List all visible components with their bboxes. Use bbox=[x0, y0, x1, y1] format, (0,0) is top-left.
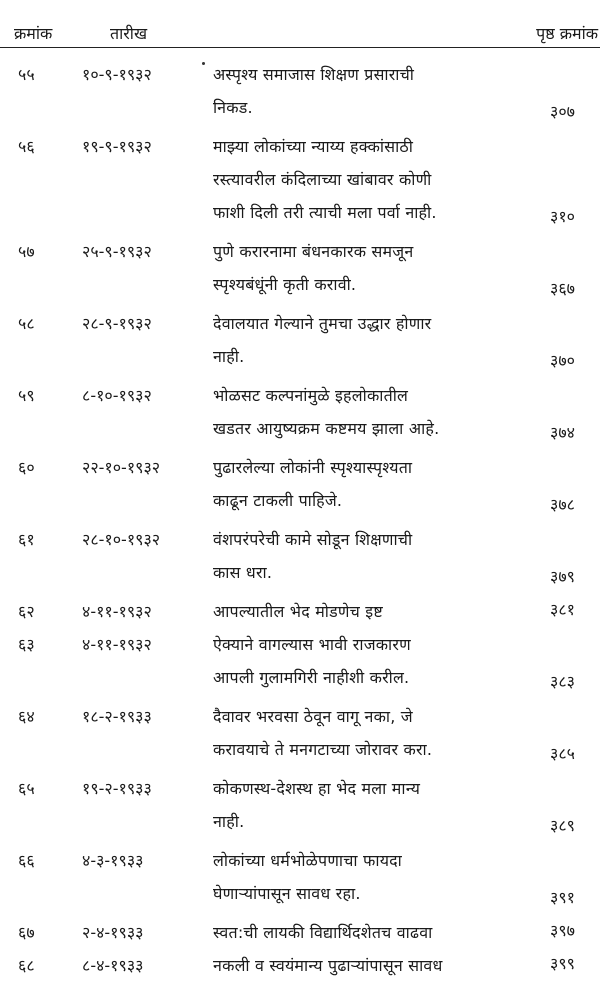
speech-title-line: स्पृश्यबंधूंनी कृती करावी. bbox=[213, 275, 357, 294]
speech-title-line: अस्पृश्य समाजास शिक्षण प्रसाराची bbox=[213, 65, 415, 84]
index-row bbox=[0, 595, 600, 628]
speech-title-line: घेणाऱ्यांपासून सावध रहा. bbox=[213, 884, 361, 903]
speech-title bbox=[213, 916, 543, 949]
speech-title bbox=[213, 844, 543, 910]
page-number: ३७८ bbox=[550, 495, 575, 514]
speech-title-line: आपल्यातील भेद मोडणेच इष्ट bbox=[213, 602, 383, 621]
serial-number: ६७ bbox=[18, 923, 35, 942]
row-date: २८-१०-१९३२ bbox=[82, 530, 161, 549]
serial-number: ५८ bbox=[18, 314, 35, 333]
index-row bbox=[0, 916, 600, 949]
page-number: ३९१ bbox=[550, 888, 575, 907]
row-date: २-४-१९३३ bbox=[82, 923, 144, 942]
speech-title-line: दैवावर भरवसा ठेवून वागू नका, जे bbox=[213, 707, 413, 726]
speech-title-line: ऐक्याने वागल्यास भावी राजकारण bbox=[213, 635, 411, 654]
index-row bbox=[0, 949, 600, 982]
speech-title bbox=[213, 523, 543, 589]
speech-title-line: पुणे करारनामा बंधनकारक समजून bbox=[213, 242, 414, 261]
speech-title-line: पुढारलेल्या लोकांनी स्पृश्यास्पृश्यता bbox=[213, 458, 413, 477]
page-number: ३८३ bbox=[550, 672, 575, 691]
speech-title bbox=[213, 628, 543, 694]
speech-title-line: नाही. bbox=[213, 812, 245, 831]
row-date: २२-१०-१९३२ bbox=[82, 458, 161, 477]
speech-title bbox=[213, 595, 543, 628]
page-number: ३८१ bbox=[550, 600, 575, 619]
row-date: २५-९-१९३२ bbox=[82, 242, 152, 261]
serial-number: ६६ bbox=[18, 851, 35, 870]
speech-title-line: करावयाचे ते मनगटाच्या जोरावर करा. bbox=[213, 740, 433, 759]
table-header bbox=[0, 18, 600, 48]
index-row bbox=[0, 379, 600, 451]
speech-title-line: निकड. bbox=[213, 98, 253, 117]
page-number: ३६७ bbox=[550, 279, 575, 298]
speech-title bbox=[213, 700, 543, 766]
speech-title-line: कास धरा. bbox=[213, 563, 273, 582]
serial-number: ५६ bbox=[18, 137, 35, 156]
row-date: २८-९-१९३२ bbox=[82, 314, 152, 333]
speech-title-line: खडतर आयुष्यक्रम कष्टमय झाला आहे. bbox=[213, 419, 440, 438]
page-number: ३८९ bbox=[550, 816, 575, 835]
speech-title-line: लोकांच्या धर्मभोळेपणाचा फायदा bbox=[213, 851, 403, 870]
header-rule bbox=[0, 47, 600, 48]
row-date: १०-९-१९३२ bbox=[82, 65, 152, 84]
speech-title-line: रस्त्यावरील कंदिलाच्या खांबावर कोणी bbox=[213, 170, 432, 189]
speech-title-line: कोकणस्थ-देशस्थ हा भेद मला मान्य bbox=[213, 779, 421, 798]
speech-title bbox=[213, 130, 543, 229]
index-row bbox=[0, 628, 600, 700]
serial-number: ६३ bbox=[18, 635, 35, 654]
serial-number: ५७ bbox=[18, 242, 35, 261]
speech-title-line: काढून टाकली पाहिजे. bbox=[213, 491, 343, 510]
row-date: ८-४-१९३३ bbox=[82, 956, 144, 975]
page-number-header: पृष्ठ क्रमांक bbox=[536, 24, 598, 43]
speech-title-line: भोळसट कल्पनांमुळे इहलोकातील bbox=[213, 386, 409, 405]
serial-number: ५९ bbox=[18, 386, 35, 405]
speech-title bbox=[213, 235, 543, 301]
page-number: ३१० bbox=[550, 207, 575, 226]
serial-number-header: क्रमांक bbox=[14, 24, 53, 43]
row-date: १८-२-१९३३ bbox=[82, 707, 152, 726]
speech-title bbox=[213, 58, 543, 124]
serial-number: ६१ bbox=[18, 530, 35, 549]
page-number: ३९९ bbox=[550, 954, 575, 973]
index-table bbox=[0, 58, 600, 982]
index-row bbox=[0, 235, 600, 307]
page-number: ३९७ bbox=[550, 921, 575, 940]
index-row bbox=[0, 451, 600, 523]
serial-number: ६० bbox=[18, 458, 35, 477]
row-date: ८-१०-१९३२ bbox=[82, 386, 152, 405]
row-date: १९-९-१९३२ bbox=[82, 137, 152, 156]
page-number: ३०७ bbox=[550, 102, 575, 121]
index-row bbox=[0, 844, 600, 916]
speech-title bbox=[213, 307, 543, 373]
serial-number: ६५ bbox=[18, 779, 35, 798]
speech-title bbox=[213, 772, 543, 838]
speech-title-line: स्वत:ची लायकी विद्यार्थिदशेतच वाढवा bbox=[213, 923, 433, 942]
index-row bbox=[0, 307, 600, 379]
serial-number: ६८ bbox=[18, 956, 35, 975]
row-date: ४-११-१९३२ bbox=[82, 602, 152, 621]
index-row bbox=[0, 58, 600, 130]
index-row bbox=[0, 700, 600, 772]
date-header: तारीख bbox=[110, 24, 148, 43]
serial-number: ६२ bbox=[18, 602, 35, 621]
row-date: ४-११-१९३२ bbox=[82, 635, 152, 654]
speech-title-line: माझ्या लोकांच्या न्याय्य हक्कांसाठी bbox=[213, 137, 414, 156]
row-date: ४-३-१९३३ bbox=[82, 851, 144, 870]
index-row bbox=[0, 130, 600, 235]
index-row bbox=[0, 772, 600, 844]
page-number: ३८५ bbox=[550, 744, 575, 763]
speech-title-line: नाही. bbox=[213, 347, 245, 366]
index-row bbox=[0, 523, 600, 595]
serial-number: ५५ bbox=[18, 65, 35, 84]
speech-title-line: आपली गुलामगिरी नाहीशी करील. bbox=[213, 668, 410, 687]
speech-title bbox=[213, 379, 543, 445]
row-date: १९-२-१९३३ bbox=[82, 779, 152, 798]
speech-title bbox=[213, 949, 543, 982]
speech-title-line: नकली व स्वयंमान्य पुढाऱ्यांपासून सावध bbox=[213, 956, 443, 975]
speech-title-line: वंशपरंपरेची कामे सोडून शिक्षणाची bbox=[213, 530, 413, 549]
page-number: ३७९ bbox=[550, 567, 575, 586]
serial-number: ६४ bbox=[18, 707, 35, 726]
speech-title bbox=[213, 451, 543, 517]
page-number: ३७४ bbox=[550, 423, 575, 442]
speech-title-line: देवालयात गेल्याने तुमचा उद्धार होणार bbox=[213, 314, 432, 333]
speech-title-line: फाशी दिली तरी त्याची मला पर्वा नाही. bbox=[213, 203, 437, 222]
page-number: ३७० bbox=[550, 351, 575, 370]
